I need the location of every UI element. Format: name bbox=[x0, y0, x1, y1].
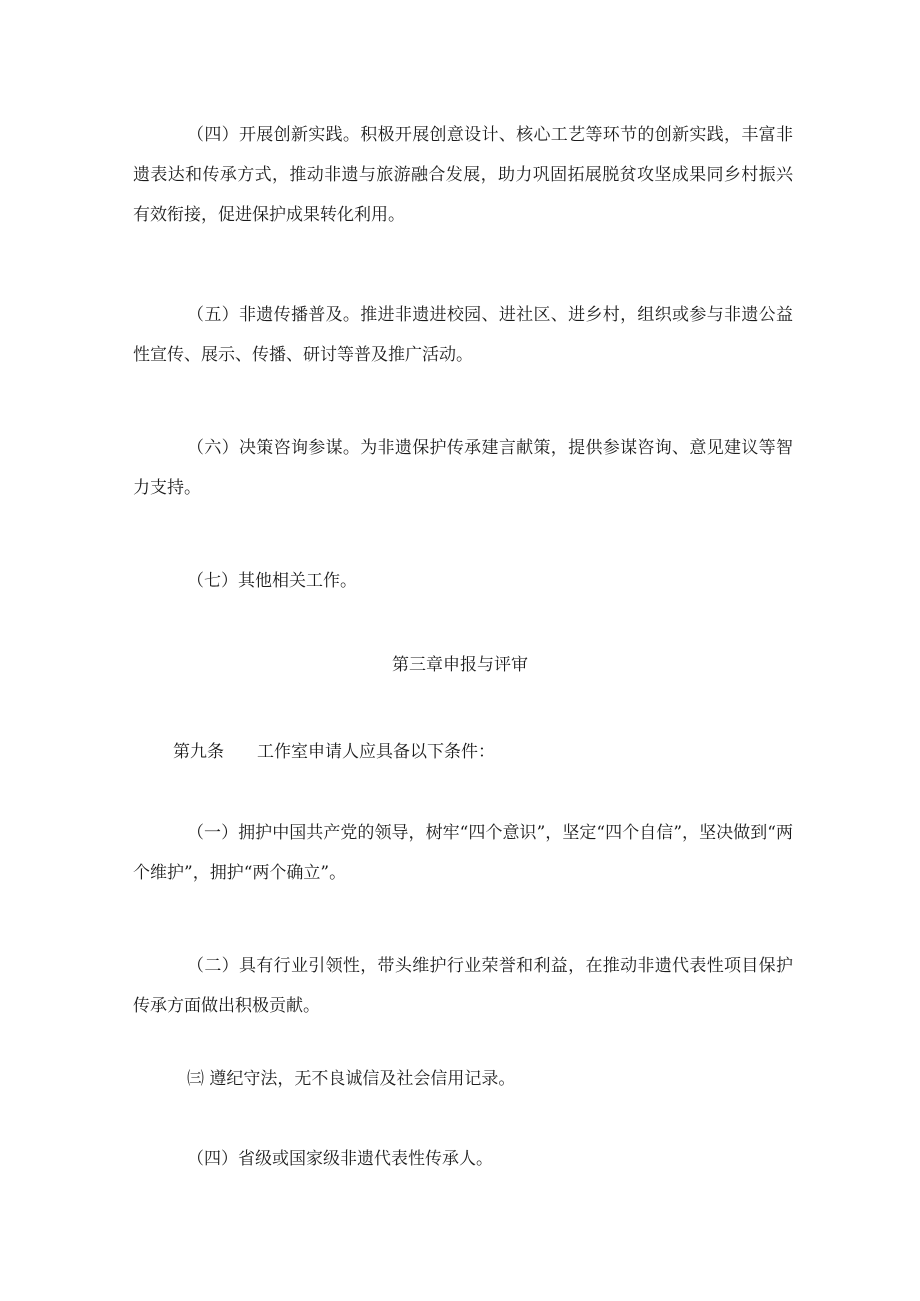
paragraph-decision-consulting: （六）决策咨询参谋。为非遗保护传承建言献策，提供参谋咨询、意见建议等智力支持。 bbox=[133, 438, 793, 498]
paragraph-heritage-dissemination: （五）非遗传播普及。推进非遗进校园、进社区、进乡村，组织或参与非遗公益性宣传、展示、传播、研讨等普及推广活动。 bbox=[133, 305, 793, 365]
condition-three: ㈢ 遵纪守法，无不良诚信及社会信用记录。 bbox=[187, 1069, 516, 1089]
condition-one: （一）拥护中国共产党的领导，树牢“四个意识”，坚定“四个自信”，坚决做到“两个维护”，拥护“两个确立”。 bbox=[133, 823, 793, 883]
paragraph-other-work: （七）其他相关工作。 bbox=[187, 571, 357, 591]
condition-two: （二）具有行业引领性，带头维护行业荣誉和利益，在推动非遗代表性项目保护传承方面做出积极贡献。 bbox=[133, 956, 793, 1016]
paragraph-innovation-practice: （四）开展创新实践。积极开展创意设计、核心工艺等环节的创新实践，丰富非遗表达和传承方式，推动非遗与旅游融合发展，助力巩固拓展脱贫攻坚成果同乡村振兴有效衔接，促进保护成果转化利用。 bbox=[133, 125, 793, 225]
article-number: 第九条 bbox=[173, 742, 224, 762]
chapter-title: 第三章申报与评审 bbox=[392, 655, 528, 675]
article-nine bbox=[173, 739, 495, 765]
article-text: 工作室申请人应具备以下条件： bbox=[257, 742, 495, 762]
condition-four: （四）省级或国家级非遗代表性传承人。 bbox=[187, 1149, 493, 1169]
